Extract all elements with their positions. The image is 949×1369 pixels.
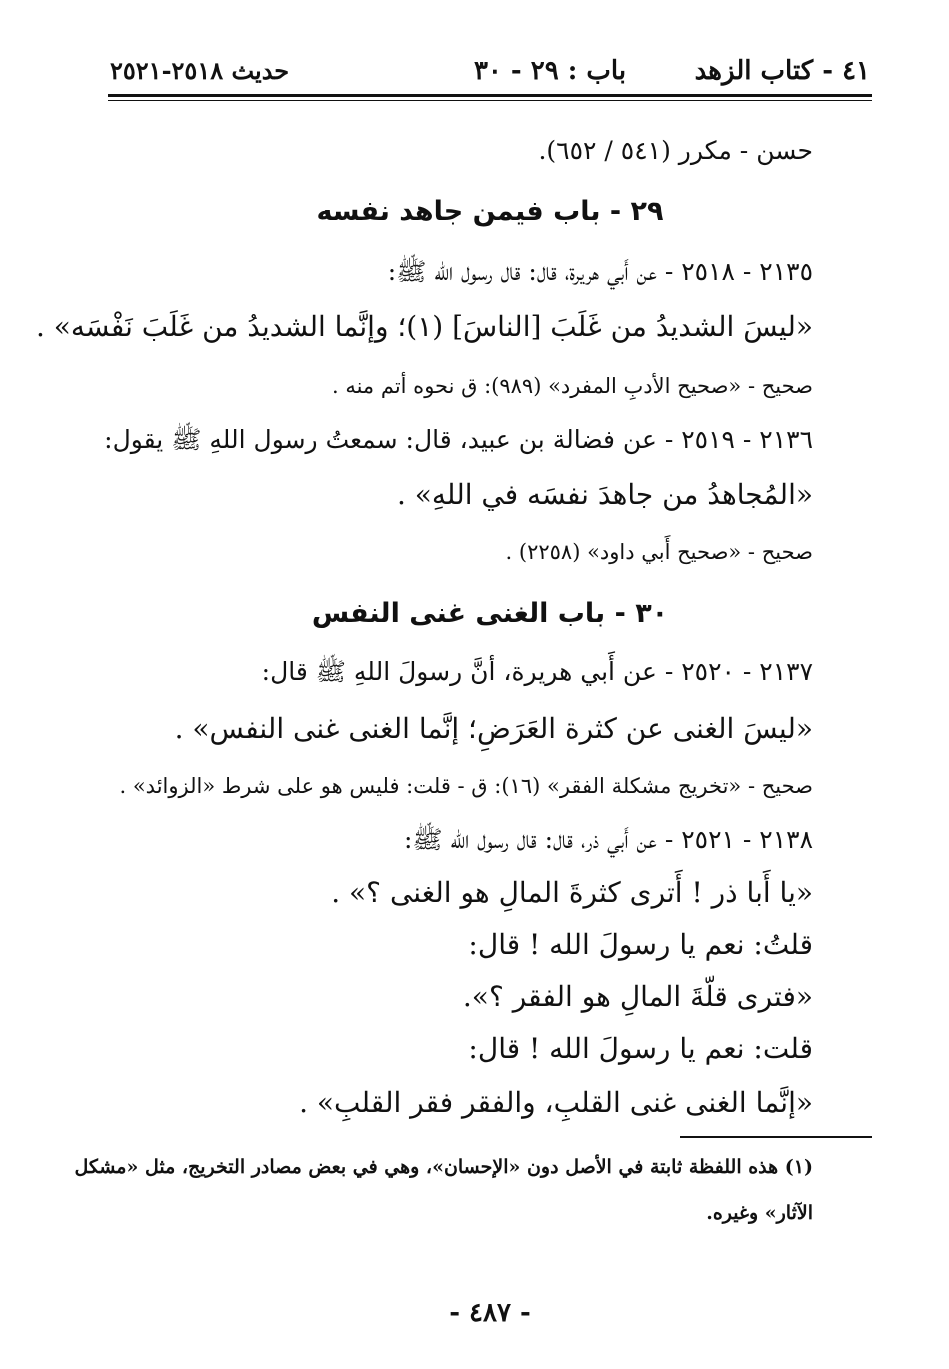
hadith-2135-text: «ليسَ الشديدُ من غَلَبَ [الناسَ] (١)؛ وإنَّما الشديدُ من غَلَبَ نَفْسَه» . bbox=[35, 310, 813, 343]
hadith-2138-text-2: قلتُ: نعم يا رسولَ الله ! قال: bbox=[468, 928, 813, 961]
page-number: - ٤٨٧ - bbox=[449, 1298, 531, 1328]
hadith-2138-text-4: قلت: نعم يا رسولَ الله ! قال: bbox=[468, 1032, 813, 1065]
header-book-title: ٤١ - كتاب الزهد bbox=[694, 56, 870, 86]
hadith-2135-isnad: ٢١٣٥ - ٢٥١٨ - عن أَبي هريرة، قال: قال رسول الله ﷺ: bbox=[387, 257, 813, 286]
footnote-line-1: (١) هذه اللفظة ثابتة في الأصل دون «الإحسان»، وهي في بعض مصادر التخريج، مثل «مشكل bbox=[74, 1156, 813, 1178]
hadith-2136-grade: صحيح - «صحيح أَبي داود» (٢٢٥٨) . bbox=[505, 540, 813, 564]
hadith-2136-text: «المُجاهدُ من جاهدَ نفسَه في اللهِ» . bbox=[396, 478, 813, 511]
footnote-rule bbox=[680, 1136, 872, 1138]
hadith-2138-text-3: «فترى قلّةَ المالِ هو الفقر ؟». bbox=[462, 980, 813, 1013]
chapter-title-29: ٢٩ - باب فيمن جاهد نفسه bbox=[316, 196, 664, 227]
hadith-2135-grade: صحيح - «صحيح الأدبِ المفرد» (٩٨٩): ق نحوه أتم منه . bbox=[331, 374, 813, 398]
header-hadith-range: حديث ٢٥١٨-٢٥٢١ bbox=[110, 56, 290, 85]
footnote-line-2: الآثار» وغيره. bbox=[706, 1202, 813, 1224]
running-header bbox=[110, 48, 870, 98]
hadith-2138-text-5: «إنَّما الغنى غنى القلبِ، والفقر فقر القلبِ» . bbox=[299, 1086, 813, 1119]
hadith-2137-isnad: ٢١٣٧ - ٢٥٢٠ - عن أَبي هريرة، أنَّ رسولَ اللهِ ﷺ قال: bbox=[261, 657, 813, 686]
hadith-2138-text-1: «يا أَبا ذر ! أَترى كثرةَ المالِ هو الغنى ؟» . bbox=[331, 876, 813, 909]
hadith-2136-isnad: ٢١٣٦ - ٢٥١٩ - عن فضالة بن عبيد، قال: سمعتُ رسول اللهِ ﷺ يقول: bbox=[104, 425, 813, 454]
header-rule-thin bbox=[108, 100, 872, 101]
hadith-2137-text: «ليسَ الغنى عن كثرة العَرَضِ؛ إنَّما الغنى غنى النفس» . bbox=[174, 712, 813, 745]
chapter-title-30: ٣٠ - باب الغنى غنى النفس bbox=[311, 598, 669, 629]
header-chapter-range: باب : ٢٩ - ٣٠ bbox=[473, 56, 627, 86]
header-rule-thick bbox=[108, 94, 872, 97]
hadith-2138-isnad: ٢١٣٨ - ٢٥٢١ - عن أَبي ذر، قال: قال رسول الله ﷺ: bbox=[403, 825, 813, 854]
hadith-2137-grade: صحيح - «تخريج مشكلة الفقر» (١٦): ق - قلت: فليس هو على شرط «الزوائد» . bbox=[119, 774, 813, 798]
grade-line-previous: حسن - مكرر (٥٤١ / ٦٥٢). bbox=[538, 136, 813, 165]
